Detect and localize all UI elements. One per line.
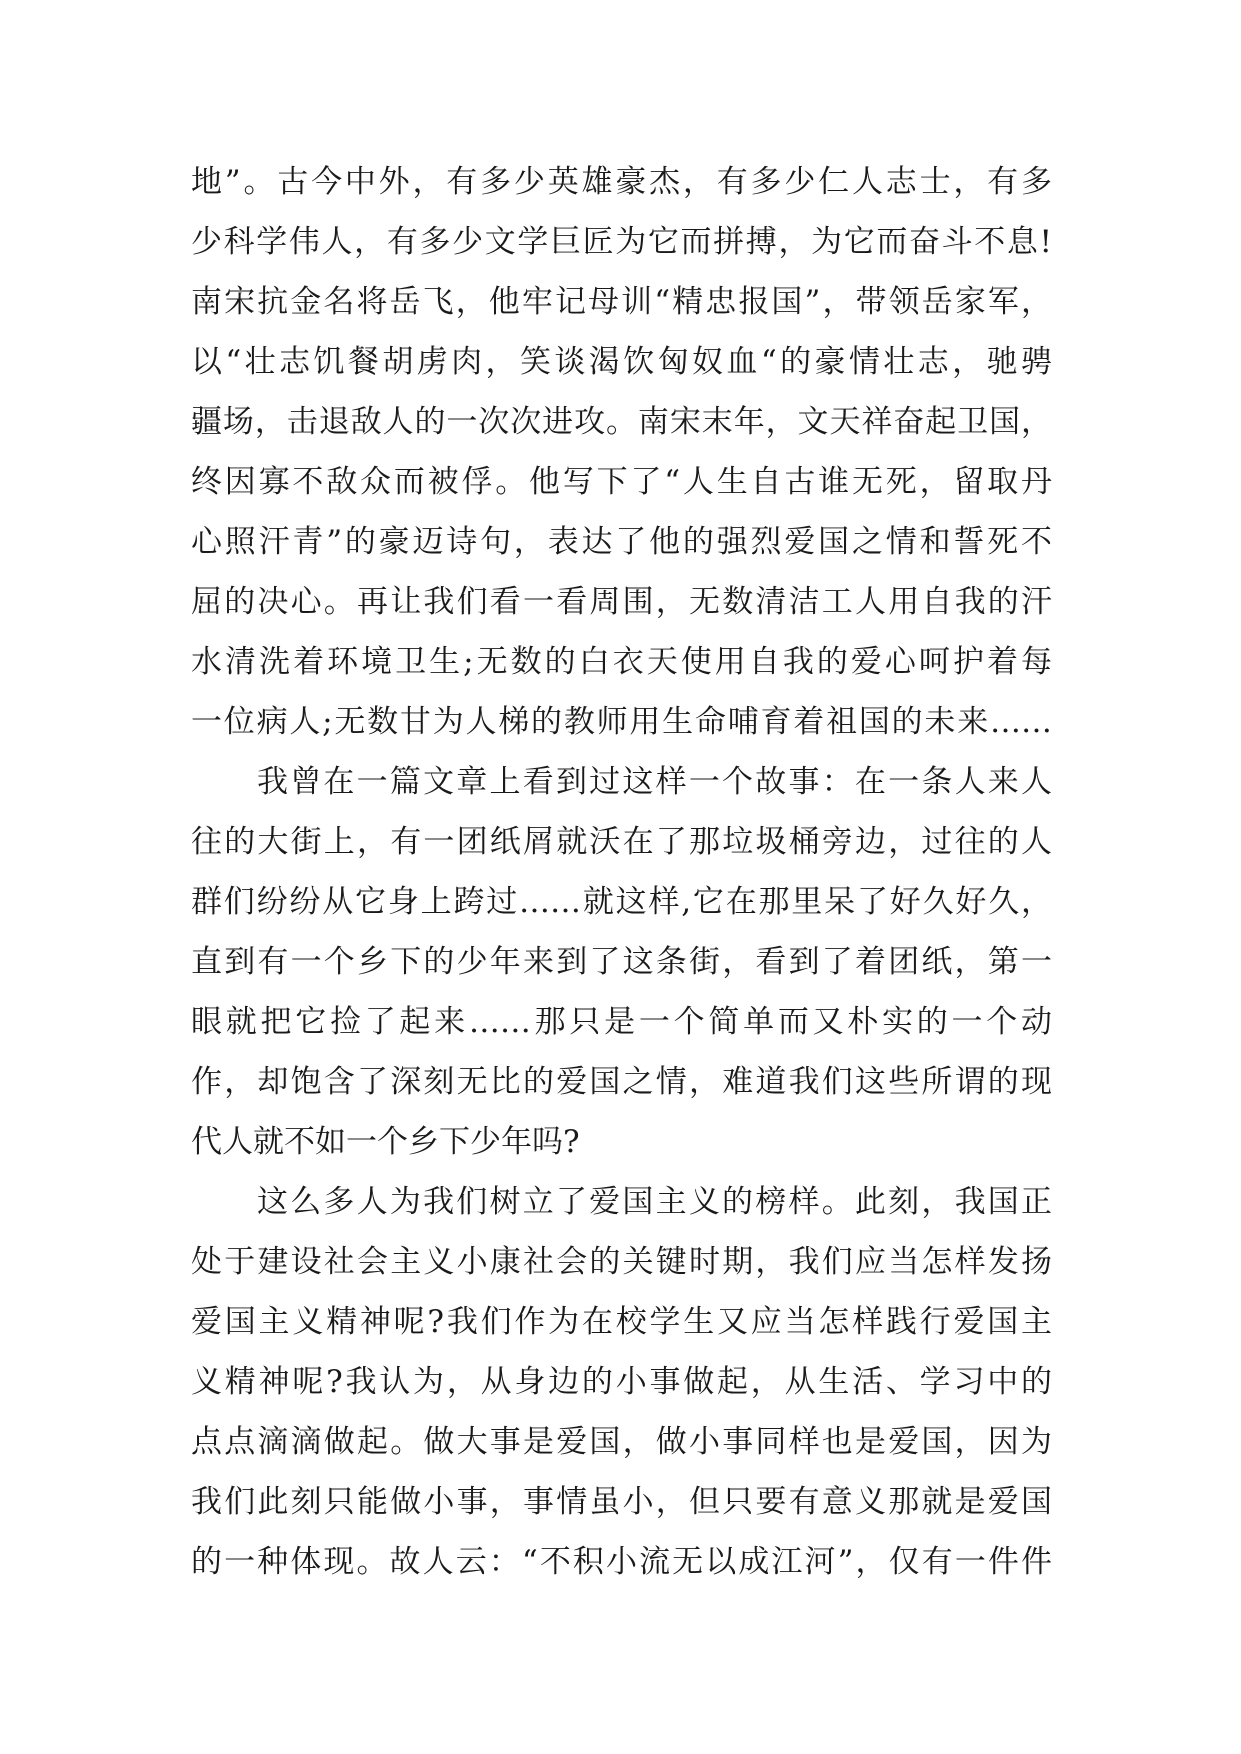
text-line: 作，却饱含了深刻无比的爱国之情，难道我们这些所谓的现 [191,1064,1052,1100]
text-line: 屈的决心。再让我们看一看周围，无数清洁工人用自我的汗 [191,584,1052,620]
paragraph-2 [191,752,1052,1172]
paragraph-1 [191,152,1052,752]
text-line: 地”。古今中外，有多少英雄豪杰，有多少仁人志士，有多 [191,164,1052,200]
text-line: 群们纷纷从它身上跨过……就这样,它在那里呆了好久好久， [191,884,1052,920]
text-line: 心照汗青”的豪迈诗句，表达了他的强烈爱国之情和誓死不 [191,524,1052,560]
text-line: 终因寡不敌众而被俘。他写下了“人生自古谁无死，留取丹 [191,464,1052,500]
text-line: 水清洗着环境卫生;无数的白衣天使用自我的爱心呵护着每 [191,644,1052,680]
text-line: 以“壮志饥餐胡虏肉，笑谈渴饮匈奴血“的豪情壮志，驰骋 [191,344,1052,380]
body-text [191,152,1052,1592]
text-line: 少科学伟人，有多少文学巨匠为它而拼搏，为它而奋斗不息! [191,224,1052,260]
text-line: 点点滴滴做起。做大事是爱国，做小事同样也是爱国，因为 [191,1424,1052,1460]
text-line: 爱国主义精神呢?我们作为在校学生又应当怎样践行爱国主 [191,1304,1052,1340]
text-line: 疆场，击退敌人的一次次进攻。南宋末年，文天祥奋起卫国， [191,404,1052,440]
text-line: 代人就不如一个乡下少年吗? [191,1124,580,1160]
text-line: 这么多人为我们树立了爱国主义的榜样。此刻，我国正 [257,1184,1052,1220]
paragraph-3 [191,1172,1052,1592]
text-line: 义精神呢?我认为，从身边的小事做起，从生活、学习中的 [191,1364,1052,1400]
text-line: 眼就把它捡了起来……那只是一个简单而又朴实的一个动 [191,1004,1052,1040]
text-line: 南宋抗金名将岳飞，他牢记母训“精忠报国”，带领岳家军， [191,284,1052,320]
text-line: 我们此刻只能做小事，事情虽小，但只要有意义那就是爱国 [191,1484,1052,1520]
text-line: 一位病人;无数甘为人梯的教师用生命哺育着祖国的未来…… [191,704,1052,740]
text-line: 处于建设社会主义小康社会的关键时期，我们应当怎样发扬 [191,1244,1052,1280]
text-line: 往的大街上，有一团纸屑就沃在了那垃圾桶旁边，过往的人 [191,824,1052,860]
text-line: 直到有一个乡下的少年来到了这条街，看到了着团纸，第一 [191,944,1052,980]
text-line: 我曾在一篇文章上看到过这样一个故事：在一条人来人 [257,764,1052,800]
text-line: 的一种体现。故人云：“不积小流无以成江河”，仅有一件件 [191,1544,1052,1580]
